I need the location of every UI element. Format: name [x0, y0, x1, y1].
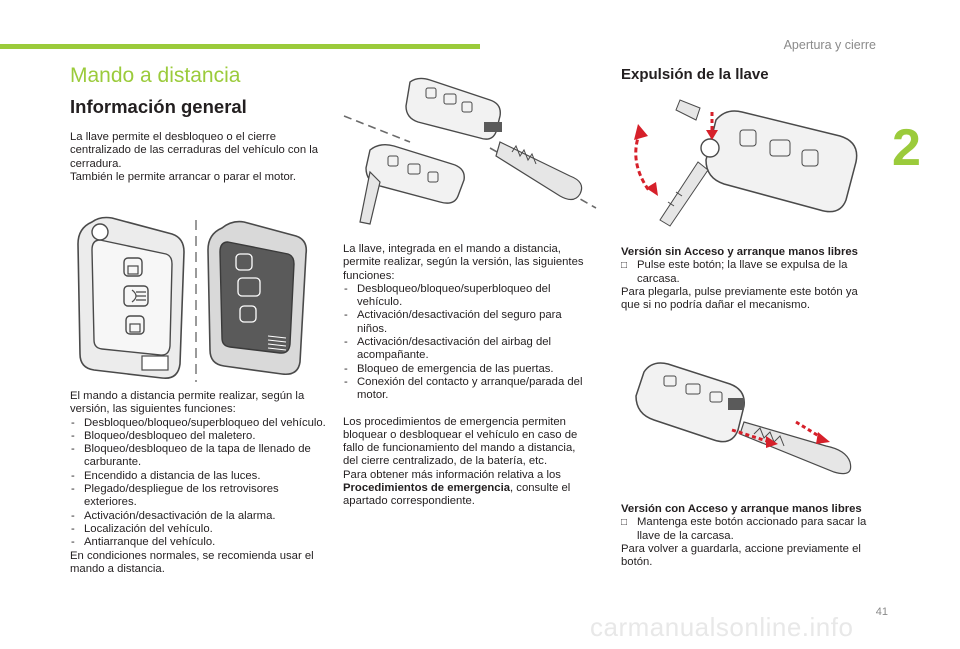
- page-number: 41: [875, 606, 888, 618]
- integrated-key-illustration: [340, 72, 600, 232]
- list-item: - Bloqueo/desbloqueo de la tapa de llenado de carburante.: [70, 443, 330, 470]
- left-lead: El mando a distancia permite realizar, según la versión, las siguientes funciones:: [70, 390, 305, 416]
- page-title: Mando a distancia: [70, 64, 241, 87]
- key-ejection-illustration: [620, 92, 870, 232]
- version-1-note: Para plegarla, pulse previamente este botón ya que si no podría dañar el mecanismo.: [621, 285, 858, 312]
- emergency-reference: [343, 469, 588, 509]
- mid-function-list: [343, 283, 588, 403]
- header-accent-bar: [0, 44, 480, 49]
- key-ejection-heading: Expulsión de la llave: [621, 66, 769, 83]
- list-item: - Bloqueo/desbloqueo del maletero.: [70, 430, 330, 443]
- version-1-steps: [621, 259, 871, 286]
- hands-free-key-illustration: [620, 350, 870, 490]
- emergency-paragraph: Los procedimientos de emergencia permiten bloquear o desbloquear el vehículo en caso de fallo de funcionamiento del mando a distancia, del cierre centralizado, de la batería, etc.: [343, 415, 578, 468]
- list-item: - Bloqueo de emergencia de las puertas.: [343, 363, 588, 376]
- mid-lead: La llave, integrada en el mando a distancia, permite realizar, según la versión, las siguientes funciones:: [343, 243, 584, 282]
- emergency-ref-post: , consulte el apartado correspondiente.: [343, 482, 571, 508]
- intro-text: [70, 131, 326, 184]
- list-item: - Antiarranque del vehículo.: [70, 536, 330, 549]
- list-item: - Desbloqueo/bloqueo/superbloqueo del vehículo.: [343, 283, 588, 310]
- chapter-number: 2: [892, 119, 921, 177]
- list-item: - Desbloqueo/bloqueo/superbloqueo del vehículo.: [70, 417, 330, 430]
- version-2-note: Para volver a guardarla, accione previamente el botón.: [621, 542, 861, 569]
- remote-key-illustration: [72, 214, 324, 384]
- version-2-steps: [621, 516, 871, 543]
- middle-column: [343, 243, 588, 509]
- watermark-text: carmanualsonline.info: [590, 612, 854, 642]
- list-item: - Activación/desactivación de la alarma.: [70, 510, 330, 523]
- intro-paragraph: También le permite arrancar o parar el motor.: [70, 170, 297, 183]
- version-2-title: Versión con Acceso y arranque manos libres: [621, 503, 862, 515]
- left-closing: En condiciones normales, se recomienda usar el mando a distancia.: [70, 549, 314, 575]
- emergency-ref-link-text: Procedimientos de emergencia: [343, 482, 511, 495]
- list-item: - Activación/desactivación del airbag del acompañante.: [343, 336, 588, 363]
- version-1-title: Versión sin Acceso y arranque manos libres: [621, 246, 858, 258]
- emergency-ref-pre: Para obtener más información relativa a los: [343, 468, 561, 481]
- list-item: - Plegado/despliegue de los retrovisores exteriores.: [70, 483, 330, 510]
- list-item: - Encendido a distancia de las luces.: [70, 470, 330, 483]
- list-item: - Conexión del contacto y arranque/parada del motor.: [343, 376, 588, 403]
- section-subtitle: Información general: [70, 96, 247, 117]
- list-item: - Activación/desactivación del seguro para niños.: [343, 309, 588, 336]
- intro-paragraph: La llave permite el desbloqueo o el cierre centralizado de las cerraduras del vehículo con la cerradura.: [70, 131, 319, 170]
- list-item: - Localización del vehículo.: [70, 523, 330, 536]
- step-item: □ Mantenga este botón accionado para sacar la llave de la carcasa.: [621, 516, 871, 543]
- left-function-list: [70, 417, 330, 550]
- left-column: [70, 390, 330, 576]
- version-2-block: [621, 503, 871, 569]
- step-item: □ Pulse este botón; la llave se expulsa de la carcasa.: [621, 259, 871, 286]
- section-title: Apertura y cierre: [783, 38, 876, 52]
- version-1-block: [621, 246, 871, 312]
